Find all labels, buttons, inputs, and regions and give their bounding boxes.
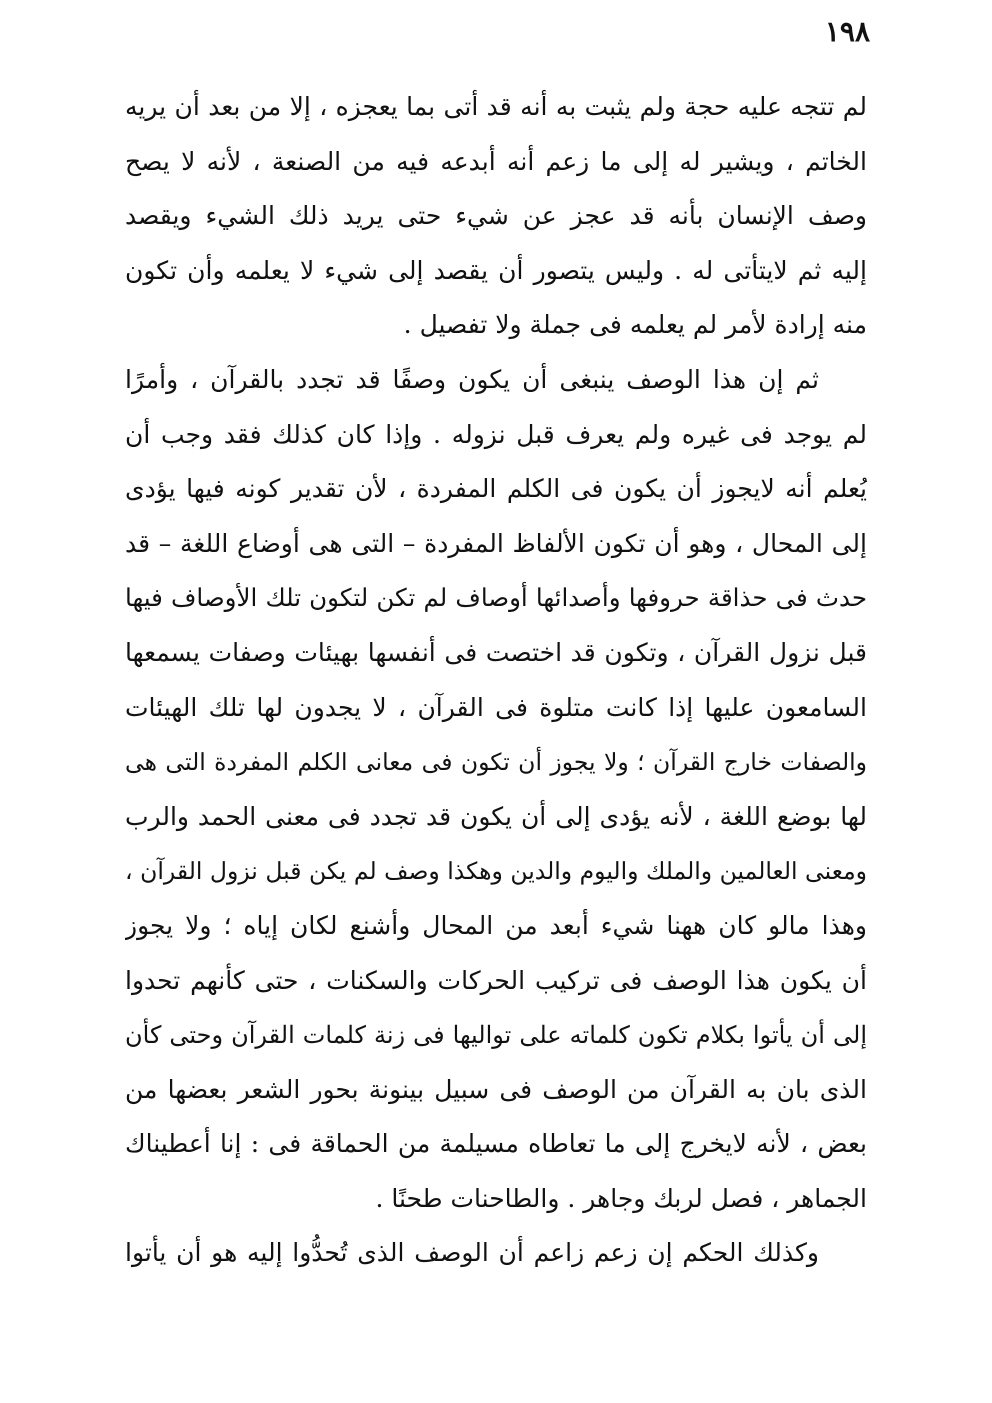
text-line: لم تتجه عليه حجة ولم يثبت به أنه قد أتى بما يعجزه ، إلا من بعد أن يريه (125, 92, 867, 121)
text-line: قبل نزول القرآن ، وتكون قد اختصت فى أنفسها بهيئات وصفات يسمعها (125, 637, 867, 667)
text-line: بعض ، لأنه لايخرج إلى ما تعاطاه مسيلمة من الحماقة فى : إنا أعطيناك (125, 1129, 867, 1159)
text-line: لم يوجد فى غيره ولم يعرف قبل نزوله . وإذا كان كذلك فقد وجب أن (125, 419, 867, 449)
text-line: وصف الإنسان بأنه قد عجز عن شيء حتى يريد ذلك الشيء ويقصد (125, 201, 867, 231)
text-line: لها بوضع اللغة ، لأنه يؤدى إلى أن يكون قد تجدد فى معنى الحمد والرب (125, 801, 867, 831)
text-line: إلى أن يأتوا بكلام تكون كلماته على تواليها فى زنة كلمات القرآن وحتى كأن (125, 1021, 867, 1050)
text-line: حدث فى حذاقة حروفها وأصدائها أوصاف لم تكن لتكون تلك الأوصاف فيها (125, 583, 867, 613)
text-line: إلى المحال ، وهو أن تكون الألفاظ المفردة – التى هى أوضاع اللغة – قد (125, 528, 867, 558)
text-line: والصفات خارج القرآن ؛ ولا يجوز أن تكون فى معانى الكلم المفردة التى هى (125, 748, 867, 777)
text-line: وهذا مالو كان ههنا شيء أبعد من المحال وأشنع لكان إياه ؛ ولا يجوز (125, 910, 867, 940)
text-line: أن يكون هذا الوصف فى تركيب الحركات والسكنات ، حتى كأنهم تحدوا (125, 965, 867, 995)
text-line: الذى بان به القرآن من الوصف فى سبيل بينونة بحور الشعر بعضها من (125, 1074, 867, 1104)
page-number: ١٩٨ (824, 15, 870, 48)
text-line: وكذلك الحكم إن زعم زاعم أن الوصف الذى تُحدُّوا إليه هو أن يأتوا (125, 1238, 819, 1268)
text-line: منه إرادة لأمر لم يعلمه فى جملة ولا تفصيل . (403, 310, 867, 340)
text-line: إليه ثم لايتأتى له . وليس يتصور أن يقصد إلى شيء لا يعلمه وأن تكون (125, 255, 867, 285)
text-line: السامعون عليها إذا كانت متلوة فى القرآن ، لا يجدون لها تلك الهيئات (125, 692, 867, 722)
text-line: ومعنى العالمين والملك واليوم والدين وهكذا وصف لم يكن قبل نزول القرآن ، (125, 857, 867, 886)
body-text (125, 80, 867, 1281)
text-line: ثم إن هذا الوصف ينبغى أن يكون وصفًا قد تجدد بالقرآن ، وأمرًا (125, 364, 819, 394)
text-line: الخاتم ، ويشير له إلى ما زعم أنه أبدعه فيه من الصنعة ، لأنه لا يصح (125, 146, 867, 176)
text-line: يُعلم أنه لايجوز أن يكون فى الكلم المفردة ، لأن تقدير كونه فيها يؤدى (125, 474, 867, 504)
text-line: الجماهر ، فصل لربك وجاهر . والطاحنات طحنًا . (375, 1183, 867, 1213)
